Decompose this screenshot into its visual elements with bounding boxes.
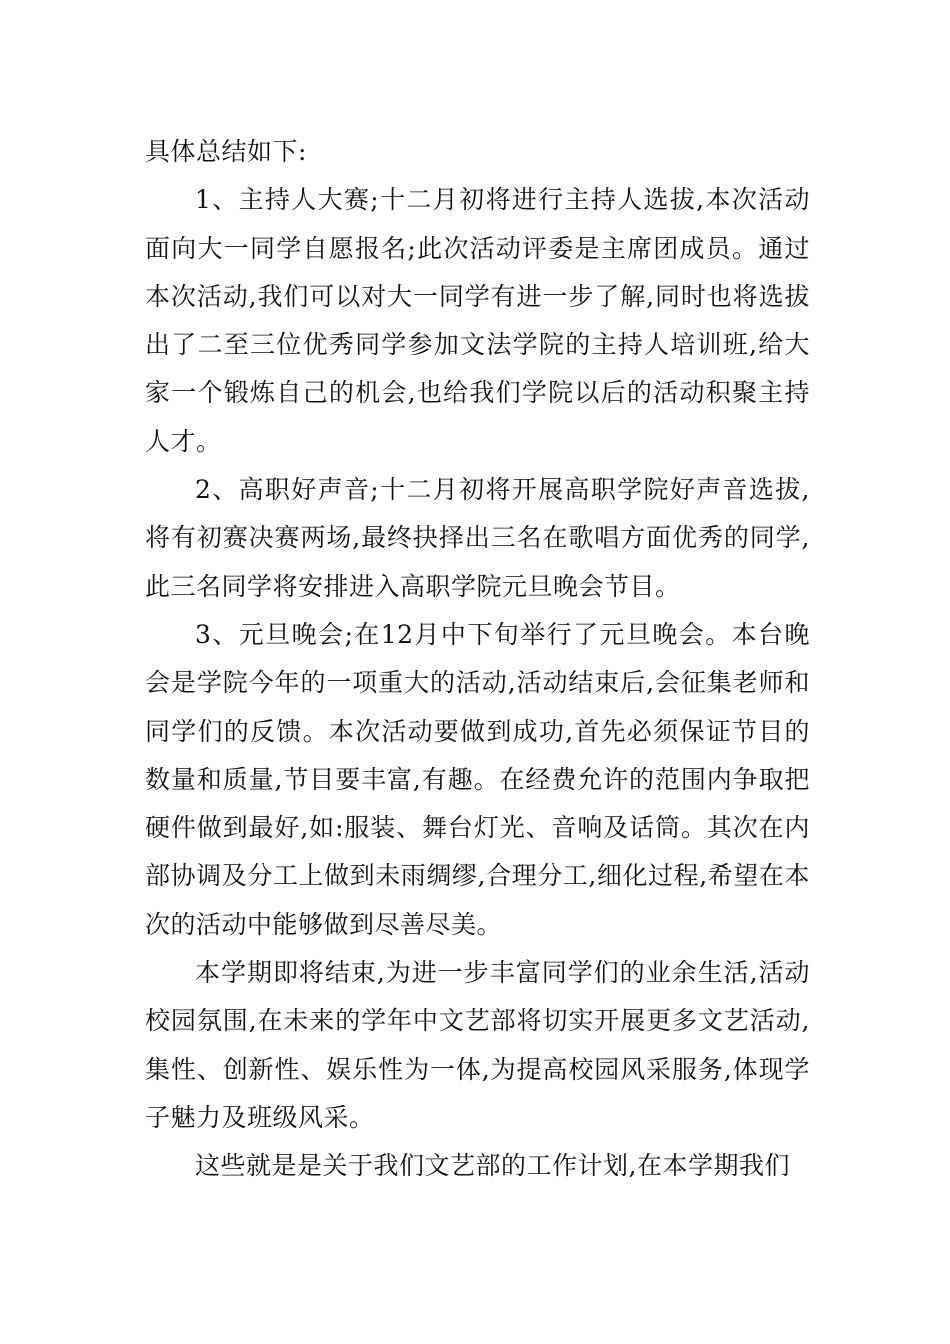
document-body xyxy=(145,128,810,1191)
paragraph-good-voice: 2、高职好声音;十二月初将开展高职学院好声音选拔,将有初赛决赛两场,最终抉择出三名在歌唱方面优秀的同学,此三名同学将安排进入高职学院元旦晚会节目。 xyxy=(145,475,810,601)
paragraph-new-year-gala: 3、元旦晚会;在12月中下旬举行了元旦晚会。本台晚会是学院今年的一项重大的活动,活动结束后,会征集老师和同学们的反馈。本次活动要做到成功,首先必须保证节目的数量和质量,节目要丰富,有趣。在经费允许的范围内争取把硬件做到最好,如:服装、舞台灯光、音响及话筒。其次在内部协调及分工上做到未雨绸缪,合理分工,细化过程,希望在本次的活动中能够做到尽善尽美。 xyxy=(145,619,810,939)
paragraph-work-plan: 这些就是是关于我们文艺部的工作计划,在本学期我们 xyxy=(195,1151,790,1181)
paragraph-summary-intro: 具体总结如下: xyxy=(145,137,307,166)
paragraph-semester-closing: 本学期即将结束,为进一步丰富同学们的业余生活,活动校园氛围,在未来的学年中文艺部将切实开展更多文艺活动,集性、创新性、娱乐性为一体,为提高校园风采服务,体现学子魅力及班级风采。 xyxy=(145,958,810,1132)
paragraph-host-contest: 1、主持人大赛;十二月初将进行主持人选拔,本次活动面向大一同学自愿报名;此次活动评委是主席团成员。通过本次活动,我们可以对大一同学有进一步了解,同时也将选拔出了二至三位优秀同学参加文法学院的主持人培训班,给大家一个锻炼自己的机会,也给我们学院以后的活动积聚主持人才。 xyxy=(145,185,810,456)
